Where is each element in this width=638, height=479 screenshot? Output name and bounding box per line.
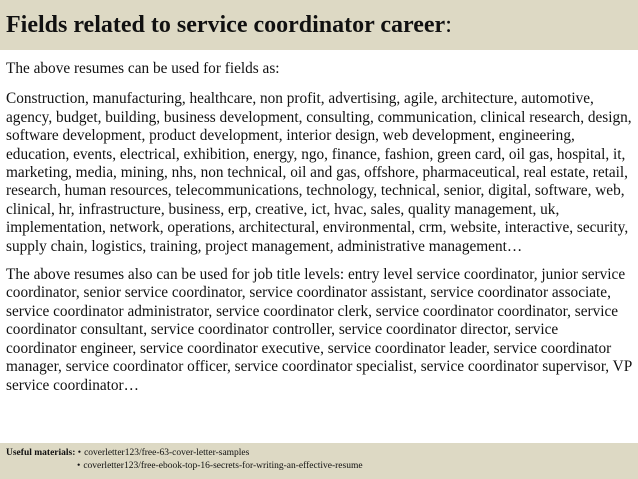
fields-paragraph: Construction, manufacturing, healthcare, non profit, advertising, agile, architecture, automotive, agency, budget, building, business development, consulting, communication, clinical research, design, software development, product development, interior design, web development, engineering, education, events, electrical, exhibition, energy, ngo, finance, fashion, green card, oil gas, hospital, it, marketing, media, mining, nhs, non technical, oil and gas, offshore, pharmaceutical, real estate, retail, research, human resources, telecommunications, technology, technical, senior, digital, software, web, clinical, hr, infrastructure, business, erp, creative, ict, hvac, sales, quality management, uk, implementation, network, operations, architectural, environmental, crm, website, interactive, security, supply chain, logistics, training, project management, administrative management…: [6, 90, 632, 255]
title-bar: [0, 0, 638, 50]
footer-link-2[interactable]: coverletter123/free-ebook-top-16-secrets-for-writing-an-effective-resume: [83, 461, 363, 471]
page-title: [6, 11, 638, 39]
page-title-text: Fields related to service coordinator career: [6, 12, 446, 38]
footer-row-1: [6, 447, 638, 460]
content-area: [6, 60, 632, 395]
bullet-icon: •: [77, 448, 82, 458]
job-titles-paragraph: The above resumes also can be used for job title levels: entry level service coordinator, junior service coordinator, senior service coordinator, service coordinator assistant, service coordinator associate, service coordinator administrator, service coordinator clerk, service coordinator coordinator, service coordinator consultant, service coordinator controller, service coordinator director, service coordinator engineer, service coordinator executive, service coordinator leader, service coordinator manager, service coordinator officer, service coordinator specialist, service coordinator supervisor, VP service coordinator…: [6, 266, 632, 394]
bullet-icon: •: [77, 461, 81, 471]
page-title-colon: :: [445, 12, 452, 38]
intro-paragraph: The above resumes can be used for fields as:: [6, 60, 280, 77]
footer-label: Useful materials:: [6, 448, 76, 458]
footer-row-2: [6, 460, 638, 473]
footer-link-1[interactable]: coverletter123/free-63-cover-letter-samples: [84, 448, 250, 458]
footer-bar: [0, 443, 638, 479]
